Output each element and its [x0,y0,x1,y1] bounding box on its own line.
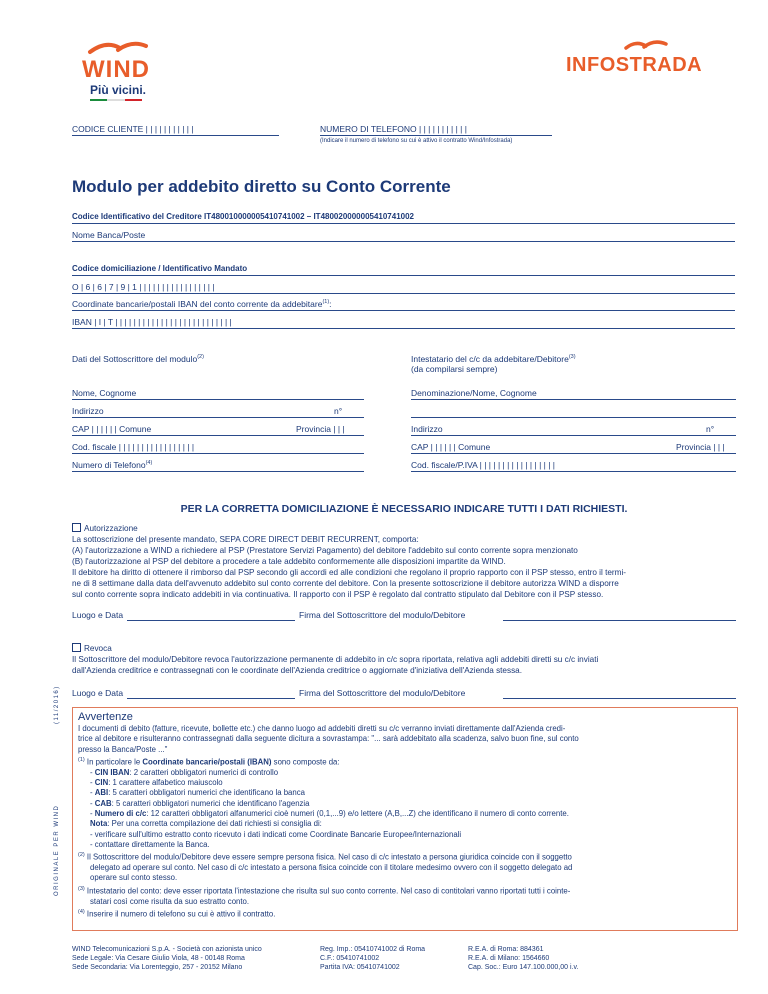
autorizzazione-section [72,523,736,600]
list-item: - CIN: 1 carattere alfabetico maiuscolo [90,778,223,788]
autorizzazione-luogo-data-field[interactable]: Luogo e Data [72,610,124,620]
avvertenze-title: Avvertenze [78,711,133,723]
list-item: - CIN IBAN: 2 caratteri obbligatori numerici di controllo [90,767,279,777]
codice-domiciliazione-label: Codice domiciliazione / Identificativo Mandato [72,264,248,273]
autorizzazione-firma-field[interactable]: Firma del Sottoscrittore del modulo/Debitore [299,610,466,620]
autorizzazione-line: (A) l'autorizzazione a WIND a richiedere al PSP (Prestatore Servizi Pagamento) del debitore l'addebito sul conto corrente sopra menzionato [72,546,578,555]
nota-1: $^{(1)}$ In particolare le Coordinate bancarie/postali (IBAN) sono composte da: [78,756,340,767]
infostrada-wordmark: INFOSTRADA [566,54,703,76]
avvertenze-section: Avvertenze I documenti di debito (fatture, ricevute, bollette etc.) che danno luogo ad addebiti diretti su c/c verranno inviati direttamente dall'Azienda credi- trice al debitore e risulteranno contrassegnati dalla seguente dicitura a sovrastampa: "... sarà addebitato alla scadenza, salvo buon fine, sul conto presso la Banca/Poste ..." $^{(1)}$ In particolare le Coordinate bancarie/postali (IBAN) sono composte da: - CIN IBAN: 2 caratteri obbligatori numerici di controllo - CIN: 1 carattere alfabetico maiuscolo - ABI: 5 caratteri obbligatori numerici che identificano la banca - CAB: 5 caratteri obbligatori numerici che identificano l'agenzia - Numero di c/c: 12 caratteri obbligatori alfanumerici cioè numeri (0,1,...9) e/o lettere (A,B,...Z) che identificano il numero di conto corrente. Nota: Per una corretta compilazione dei dati richiesti si consiglia di: - verificare sull'ultimo estratto conto ricevuto i dati indicati come Coordinate Bancarie Europee/Internazionali - contattare direttamente la Banca. $^{(2)}$ Il Sottoscrittore del modulo/Debitore deve essere sempre persona fisica. Nel caso di c/c intestato a persona giuridica coincide con il soggetto delegato ad operare sul conto. Nel caso di c/c intestato a persona fisica coincide con il titolare medesimo ovvero con il soggetto delegato ad operare sul conto stesso. $^{(3)}$ Intestatario del conto: deve esser riportata l'intestazione che risulta sul suo conto corrente. Nel caso di contitolari vanno riportati tutti i cointe- statari così come risulta da suo estratto conto. $^{(4)}$ Inserire il numero di telefono su cui è attivo il contratto. [78,710,734,920]
italian-flag [90,99,142,101]
numero-telefono-note: (Indicare il numero di telefono su cui è attivo il contratto Wind/Infostrada) [320,138,513,144]
indirizzo-field[interactable]: Indirizzo [72,406,104,416]
cap-comune-field[interactable]: CAP | | | | | | Comune [72,424,152,434]
mandato-field[interactable]: O | 6 | 6 | 7 | 9 | 1 | | | | | | | | | | | | | | | | | [72,282,215,292]
numero-civico-label: n° [334,406,343,416]
nota-2: $^{(2)}$ Il Sottoscrittore del modulo/Debitore deve essere sempre persona fisica. Nel caso di c/c intestato a persona giuridica coincide con il soggetto [78,852,572,862]
revoca-line: dall'Azienda creditrice e contrassegnati con le coordinate dell'Azienda creditrice o aggiornate d'iniziativa dell'Azienda stessa. [72,666,523,675]
denominazione-field[interactable]: Denominazione/Nome, Cognome [411,388,537,398]
revoca-section [72,643,736,676]
iban-field[interactable]: IBAN | I | T | | | | | | | | | | | | | | | | | | | | | | | | | | [72,317,232,327]
sottoscrittore-heading: Dati del Sottoscrittore del modulo$^{(2)}$ [72,354,204,364]
iban-parts-list: - CIN IBAN: 2 caratteri obbligatori numerici di controllo - CIN: 1 carattere alfabetico maiuscolo - ABI: 5 caratteri obbligatori numerici che identificano la banca - CAB: 5 caratteri obbligatori numerici che identificano l'agenzia - Numero di c/c: 12 caratteri obbligatori alfanumerici cioè numeri (0,1,...9) e/o lettere (A,B,...Z) che identificano il numero di conto corrente. Nota: Per una corretta compilazione dei dati richiesti si consiglia di: - verificare sull'ultimo estratto conto ricevuto i dati indicati come Coordinate Bancarie Europee/Internazionali - contattare direttamente la Banca. [78,768,734,850]
footer-registry: Reg. Imp.: 05410741002 di Roma C.F.: 05410741002 Partita IVA: 05410741002 [320,946,426,971]
footer-rea: R.E.A. di Roma: 884361 R.E.A. di Milano: 1564660 Cap. Soc.: Euro 147.100.000,00 i.v. [468,946,579,971]
nota-3: $^{(3)}$ Intestatario del conto: deve esser riportata l'intestazione che risulta sul suo conto corrente. Nel caso di contitolari vanno riportati tutti i cointe- [78,885,571,896]
telefono-field[interactable]: Numero di Telefono$^{(4)}$ [72,460,153,470]
autorizzazione-line: (B) l'autorizzazione al PSP del debitore a procedere a tale addebito conformemente alle disposizioni impartite da WIND. [72,557,506,566]
required-data-banner: PER LA CORRETTA DOMICILIAZIONE È NECESSARIO INDICARE TUTTI I DATI RICHIESTI. [180,503,628,515]
autorizzazione-line: ne di 8 settimane dalla data dell'avvenuto addebito sul conto corrente del debitore. Con la presente sottoscrizione il debitore autorizza WIND a disporre [72,579,619,588]
wind-logo [72,38,162,108]
list-item: - Numero di c/c: 12 caratteri obbligatori alfanumerici cioè numeri (0,1,...9) e/o lettere (A,B,...Z) che identificano il numero di conto corrente. [90,808,569,818]
autorizzazione-checkbox[interactable] [72,523,81,532]
codice-cliente-field[interactable]: CODICE CLIENTE | | | | | | | | | | | [72,124,194,134]
page-title: Modulo per addebito diretto su Conto Corrente [72,177,451,196]
numero-telefono-field[interactable]: NUMERO DI TELEFONO | | | | | | | | | | | [320,124,467,134]
revoca-firma-field[interactable]: Firma del Sottoscrittore del modulo/Debitore [299,688,466,698]
side-date-code: (11/2016) [54,685,60,724]
intestatario-heading: Intestatario del c/c da addebitare/Debitore$^{(3)}$ (da compilarsi sempre) [411,354,576,374]
nota: Nota: Per una corretta compilazione dei dati richiesti si consiglia di: [90,819,322,829]
list-item: - ABI: 5 caratteri obbligatori numerici che identificano la banca [90,788,305,798]
revoca-checkbox[interactable] [72,643,81,652]
autorizzazione-line: La sottoscrizione del presente mandato, SEPA CORE DIRECT DEBIT RECURRENT, comporta: [72,535,419,544]
intestatario-indirizzo-field[interactable]: Indirizzo [411,424,443,434]
revoca-line: Il Sottoscrittore del modulo/Debitore revoca l'autorizzazione permanente di addebito in c/c sopra riportata, relativa agli addebiti diretti su c/c inviati [72,655,599,664]
nota-4: $^{(4)}$ Inserire il numero di telefono su cui è attivo il contratto. [78,908,276,919]
infostrada-swoosh-icon [624,38,668,54]
intestatario-cf-piva-field[interactable]: Cod. fiscale/P.IVA | | | | | | | | | | | | | | | | | [411,460,555,470]
footer-company: WIND Telecomunicazioni S.p.A. - Società con azionista unico Sede Legale: Via Cesare Giulio Viola, 48 - 00148 Roma Sede Secondaria: Via Lorenteggio, 257 - 20152 Milano [72,946,262,971]
codice-fiscale-field[interactable]: Cod. fiscale | | | | | | | | | | | | | | | | | [72,442,195,452]
intestatario-provincia-field[interactable]: Provincia | | | [676,442,725,452]
nome-banca-field[interactable]: Nome Banca/Poste [72,230,146,240]
autorizzazione-line: sul conto corrente sopra indicato addebiti in via continuativa. Il rapporto con il PSP è regolato dal contratto stipulato dal Debitore con il PSP stesso. [72,590,604,599]
provincia-field[interactable]: Provincia | | | [296,424,345,434]
autorizzazione-line: Il debitore ha diritto di ottenere il rimborso dal PSP secondo gli accordi ed alle condizioni che regolano il proprio rapporto con il PSP stesso, entro il termi- [72,568,627,577]
wind-tagline: Più vicini. [90,83,147,97]
nome-cognome-field[interactable]: Nome, Cognome [72,388,137,398]
wind-wordmark: WIND [82,56,150,83]
autorizzazione-title[interactable]: Autorizzazione [72,523,736,534]
coordinate-label: Coordinate bancarie/postali IBAN del conto corrente da addebitare$^{(1)}$: [72,299,332,309]
side-original-label: ORIGINALE PER WIND [54,804,60,896]
creditore-id: Codice Identificativo del Creditore IT480010000005410741002 – IT480020000005410741002 [72,212,415,221]
revoca-luogo-data-field[interactable]: Luogo e Data [72,688,124,698]
intestatario-cap-comune-field[interactable]: CAP | | | | | | Comune [411,442,491,452]
intestatario-numero-civico-label: n° [706,424,715,434]
list-item: - CAB: 5 caratteri obbligatori numerici che identificano l'agenzia [90,798,310,808]
revoca-title[interactable]: Revoca [72,643,736,654]
infostrada-logo [566,38,716,78]
